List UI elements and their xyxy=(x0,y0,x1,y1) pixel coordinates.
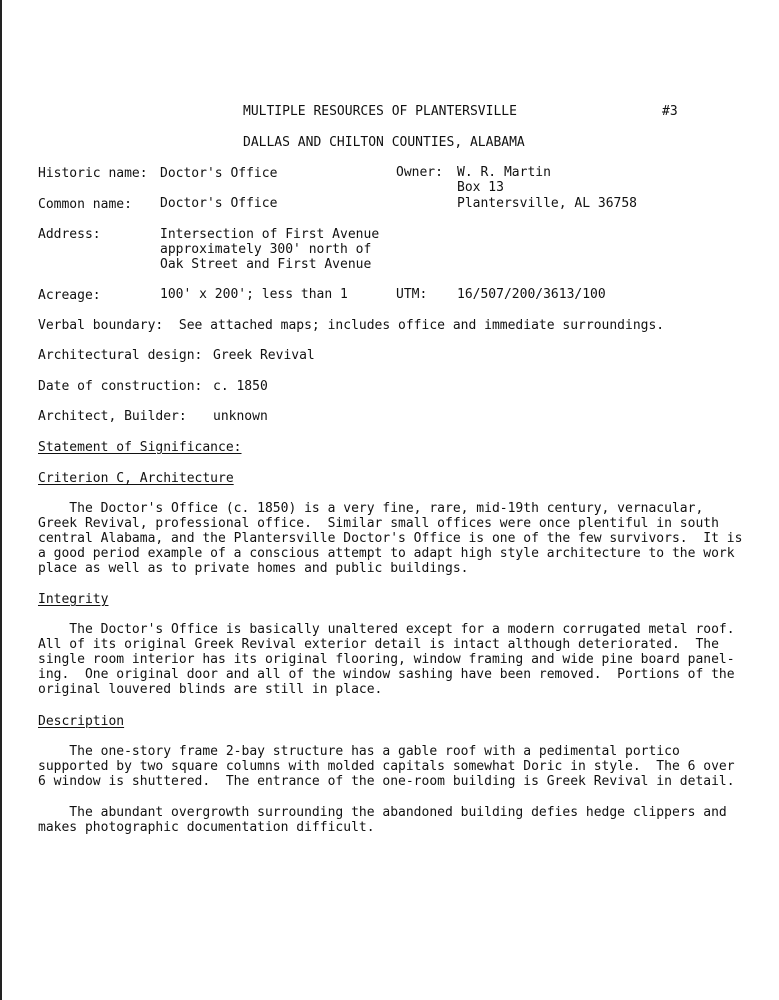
verbal-boundary: Verbal boundary: See attached maps; includes office and immediate surroundings. xyxy=(38,318,665,333)
paragraph-line: original louvered blinds are still in place. xyxy=(38,682,383,697)
date-of-construction-label: Date of construction: xyxy=(38,379,203,394)
document-title: MULTIPLE RESOURCES OF PLANTERSVILLE xyxy=(243,104,517,119)
page-left-border xyxy=(0,0,2,1000)
owner-address-line2: Plantersville, AL 36758 xyxy=(457,196,638,211)
owner-label: Owner: xyxy=(396,165,443,180)
paragraph-line: a good period example of a conscious attempt to adapt high style architecture to the work xyxy=(38,546,735,561)
paragraph-line: The one-story frame 2-bay structure has a gable roof with a pedimental portico xyxy=(38,744,680,759)
acreage-value: 100' x 200'; less than 1 xyxy=(160,287,348,302)
acreage-label: Acreage: xyxy=(38,288,101,303)
integrity-heading: Integrity xyxy=(38,592,109,607)
paragraph-line: All of its original Greek Revival exterior detail is intact although deteriorated. The xyxy=(38,637,719,652)
paragraph-line: The Doctor's Office is basically unaltered except for a modern corrugated metal roof. xyxy=(38,622,735,637)
document-subtitle: DALLAS AND CHILTON COUNTIES, ALABAMA xyxy=(243,135,525,150)
common-name-label: Common name: xyxy=(38,197,132,212)
historic-name-label: Historic name: xyxy=(38,166,148,181)
architect-value: unknown xyxy=(213,409,268,424)
criterion-paragraph xyxy=(38,501,743,576)
paragraph-line: single room interior has its original flooring, window framing and wide pine board panel- xyxy=(38,652,735,667)
description-paragraph-2 xyxy=(38,805,738,835)
paragraph-line: The Doctor's Office (c. 1850) is a very fine, rare, mid-19th century, vernacular, xyxy=(38,501,704,516)
paragraph-line: place as well as to private homes and public buildings. xyxy=(38,561,469,576)
paragraph-line: makes photographic documentation difficult. xyxy=(38,820,375,835)
architectural-design-value: Greek Revival xyxy=(213,348,315,363)
owner-name: W. R. Martin xyxy=(457,165,551,180)
utm-label: UTM: xyxy=(396,287,428,302)
historic-name-value: Doctor's Office xyxy=(160,166,278,181)
statement-of-significance-heading: Statement of Significance: xyxy=(38,440,242,455)
date-of-construction-value: c. 1850 xyxy=(213,379,268,394)
address-label: Address: xyxy=(38,227,101,242)
owner-address-line1: Box 13 xyxy=(457,180,504,195)
utm-value: 16/507/200/3613/100 xyxy=(457,287,606,302)
page-number: #3 xyxy=(662,104,678,119)
paragraph-line: ing. One original door and all of the window sashing have been removed. Portions of the xyxy=(38,667,735,682)
common-name-value: Doctor's Office xyxy=(160,196,278,211)
paragraph-line: The abundant overgrowth surrounding the abandoned building defies hedge clippers and xyxy=(38,805,727,820)
address-line3: Oak Street and First Avenue xyxy=(160,257,372,272)
paragraph-line: 6 window is shuttered. The entrance of the one-room building is Greek Revival in detail. xyxy=(38,774,735,789)
architect-label: Architect, Builder: xyxy=(38,409,187,424)
address-line1: Intersection of First Avenue xyxy=(160,227,380,242)
paragraph-line: central Alabama, and the Plantersville Doctor's Office is one of the few survivors. It is xyxy=(38,531,743,546)
paragraph-line: Greek Revival, professional office. Similar small offices were once plentiful in south xyxy=(38,516,719,531)
integrity-paragraph xyxy=(38,622,738,697)
architectural-design-label: Architectural design: xyxy=(38,348,203,363)
address-line2: approximately 300' north of xyxy=(160,242,372,257)
description-heading: Description xyxy=(38,714,125,729)
description-paragraph-1 xyxy=(38,744,738,789)
criterion-heading: Criterion C, Architecture xyxy=(38,471,234,486)
paragraph-line: supported by two square columns with molded capitals somewhat Doric in style. The 6 over xyxy=(38,759,735,774)
